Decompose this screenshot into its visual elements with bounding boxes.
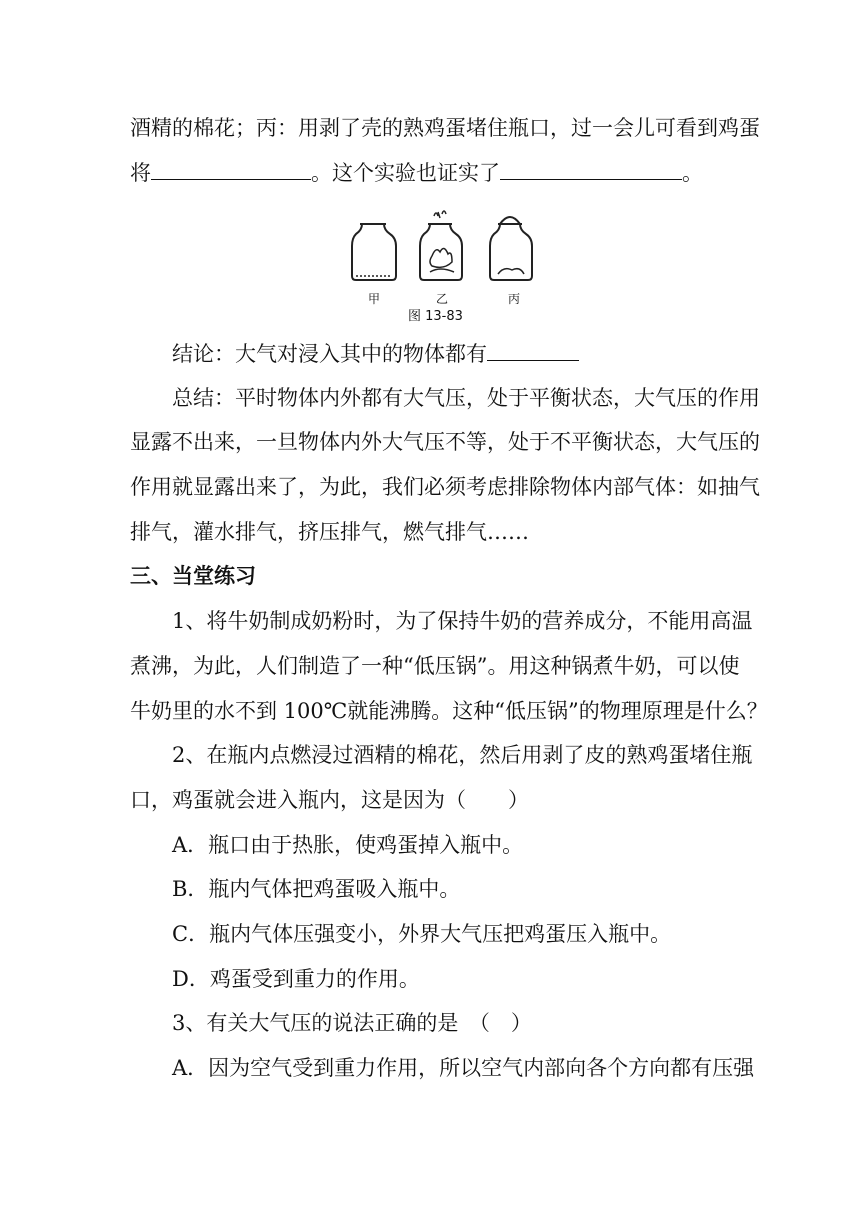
label-yi: 乙 — [436, 292, 449, 306]
figure-caption: 图 13-83 — [408, 309, 463, 324]
text-line: 1、将牛奶制成奶粉时，为了保持牛奶的营养成分，不能用高温 — [172, 609, 753, 633]
answer-blank[interactable] — [500, 157, 682, 180]
option-a: A．因为空气受到重力作用，所以空气内部向各个方向都有压强 — [172, 1056, 755, 1080]
text-line: 口，鸡蛋就会进入瓶内，这是因为（ ） — [130, 788, 529, 812]
answer-blank[interactable] — [151, 157, 311, 180]
text-line: 2、在瓶内点燃浸过酒精的棉花，然后用剥了皮的熟鸡蛋堵住瓶 — [172, 743, 753, 767]
text-line: 酒精的棉花；丙：用剥了壳的熟鸡蛋堵住瓶口，过一会儿可看到鸡蛋 — [130, 116, 760, 140]
text-line: 作用就显露出来了，为此，我们必须考虑排除物体内部气体：如抽气 — [130, 475, 760, 499]
text-fragment: 。 — [682, 161, 703, 185]
text-fragment: 结论：大气对浸入其中的物体都有 — [172, 342, 487, 366]
bottle-jia — [352, 224, 396, 280]
option-a: A．瓶口由于热胀，使鸡蛋掉入瓶中。 — [172, 833, 524, 857]
answer-blank[interactable] — [487, 338, 579, 361]
conclusion-line — [172, 338, 579, 369]
text-line-with-blanks — [130, 157, 703, 188]
option-c: C．瓶内气体压强变小，外界大气压把鸡蛋压入瓶中。 — [172, 922, 672, 946]
bottle-yi — [420, 211, 462, 280]
section-heading: 三、当堂练习 — [130, 564, 256, 588]
text-line: 排气，灌水排气，挤压排气，燃气排气…… — [130, 520, 529, 544]
text-fragment: 。这个实验也证实了 — [311, 161, 500, 185]
label-bing: 丙 — [508, 292, 521, 306]
text-line: 牛奶里的水不到 100℃就能沸腾。这种“低压锅”的物理原理是什么？ — [130, 699, 768, 723]
bottle-bing — [490, 217, 532, 280]
text-fragment: 将 — [130, 161, 151, 185]
text-line: 3、有关大气压的说法正确的是 （ ） — [172, 1011, 532, 1035]
option-b: B．瓶内气体把鸡蛋吸入瓶中。 — [172, 877, 461, 901]
text-line: 煮沸，为此，人们制造了一种“低压锅”。用这种锅煮牛奶，可以使 — [130, 654, 740, 678]
label-jia: 甲 — [368, 292, 381, 306]
text-line: 显露不出来，一旦物体内外大气压不等，处于不平衡状态，大气压的 — [130, 430, 760, 454]
option-d: D．鸡蛋受到重力的作用。 — [172, 967, 420, 991]
text-line: 总结：平时物体内外都有大气压，处于平衡状态，大气压的作用 — [172, 386, 760, 410]
